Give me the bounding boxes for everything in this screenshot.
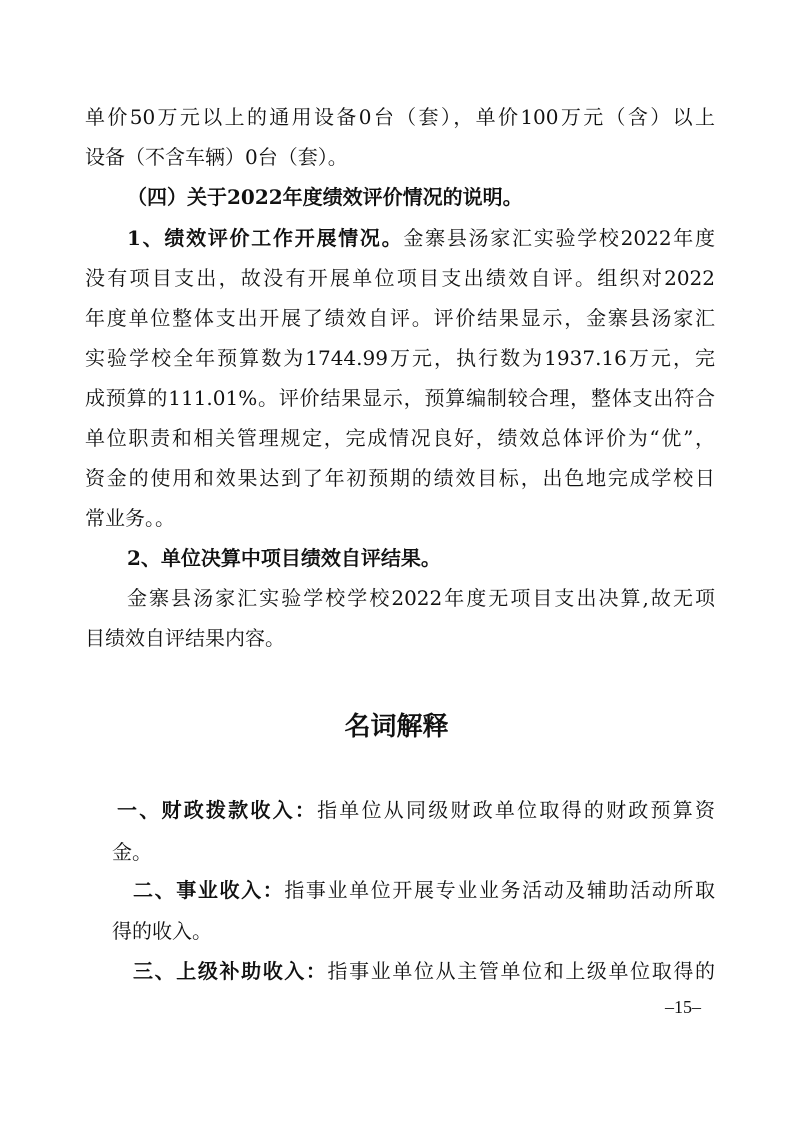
paragraph-line: 单价50万元以上的通用设备0台（套），单价100万元（含）以上 (85, 105, 715, 129)
paragraph-line: 目绩效自评结果内容。 (85, 626, 285, 650)
glossary-entry (133, 876, 715, 904)
glossary-definition: 指单位从同级财政单位取得的财政预算资 (317, 798, 716, 822)
paragraph-line: 年度单位整体支出开展了绩效自评。评价结果显示，金寨县汤家汇 (85, 306, 715, 330)
paragraph-line: 金寨县汤家汇实验学校学校2022年度无项目支出决算,故无项 (127, 586, 715, 610)
glossary-term: 一、财政拨款收入： (117, 798, 318, 822)
page-number: –15– (665, 997, 701, 1017)
paragraph-line: 实验学校全年预算数为1744.99万元，执行数为1937.16万元，完 (85, 346, 715, 370)
glossary-term: 三、上级补助收入： (133, 959, 328, 983)
glossary-entry (117, 796, 715, 824)
paragraph-line: 得的收入。 (112, 919, 212, 943)
glossary-term: 二、事业收入： (133, 878, 285, 902)
paragraph-line: 常业务。。 (85, 506, 175, 530)
section-heading: （四）关于2022年度绩效评价情况的说明。 (127, 185, 523, 209)
paragraph-line: 金。 (112, 840, 152, 864)
glossary-entry (133, 957, 715, 985)
item-paragraph-first-line (127, 224, 715, 252)
item-text: 金寨县汤家汇实验学校2022年度 (403, 226, 715, 250)
paragraph-line: 设备（不含车辆）0台（套）。 (85, 145, 348, 169)
paragraph-line: 成预算的111.01%。评价结果显示，预算编制较合理，整体支出符合 (85, 386, 715, 410)
glossary-definition: 指事业单位从主管单位和上级单位取得的 (327, 959, 716, 983)
paragraph-line: 单位职责和相关管理规定，完成情况良好，绩效总体评价为“优”， (85, 426, 715, 450)
paragraph-line: 资金的使用和效果达到了年初预期的绩效目标，出色地完成学校日 (85, 466, 715, 490)
glossary-definition: 指事业单位开展专业业务活动及辅助活动所取 (284, 878, 716, 902)
item-title: 2、单位决算中项目绩效自评结果。 (127, 546, 441, 570)
item-title: 1、绩效评价工作开展情况。 (127, 226, 404, 250)
glossary-title: 名词解释 (344, 712, 449, 742)
paragraph-line: 没有项目支出，故没有开展单位项目支出绩效自评。组织对2022 (85, 266, 715, 290)
